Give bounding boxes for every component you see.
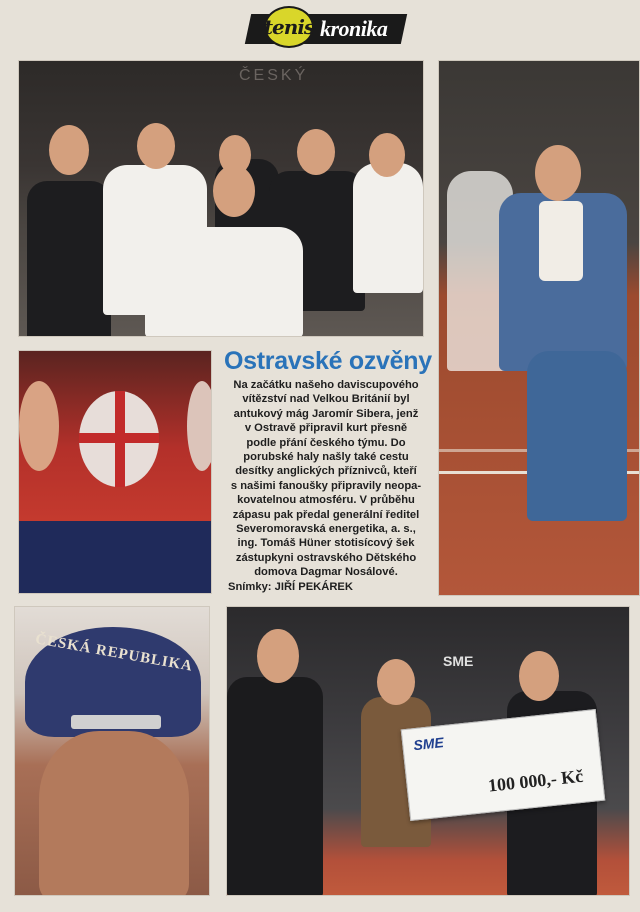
article-line: vítězství nad Velkou Británií byl <box>242 393 410 406</box>
director-head <box>519 651 559 701</box>
man-head <box>535 145 581 201</box>
article-body <box>224 378 428 580</box>
article-line: antukový mág Jaromír Sibera, jenž <box>233 407 419 420</box>
article-line: desítky anglických příznivců, kteří <box>235 465 417 478</box>
check-amount: 100 000,- Kč <box>487 765 585 796</box>
wall-sign: ČESKÝ <box>239 67 309 84</box>
fan-face <box>187 381 212 471</box>
player-head <box>49 125 89 175</box>
photo-team-celebration <box>18 60 424 337</box>
article-line: Severomoravská energetika, a. s., <box>236 523 416 536</box>
player-figure <box>353 163 423 293</box>
photo-credit: Snímky: JIŘÍ PEKÁREK <box>228 580 353 593</box>
woman-head <box>377 659 415 705</box>
player-figure <box>27 181 111 337</box>
article-line: zápasu pak předal generální ředitel <box>232 508 420 521</box>
photo-english-fans <box>18 350 212 594</box>
fan-face <box>19 381 59 471</box>
article-line: kovatelnou atmosféru. V průběhu <box>237 494 415 507</box>
photo-check-presentation <box>226 606 630 896</box>
union-jack-flag <box>19 521 212 594</box>
player-head <box>369 133 405 177</box>
photo-court-man <box>438 60 640 596</box>
article-line: domova Dagmar Nosálové. <box>254 566 398 579</box>
neck <box>39 731 189 896</box>
check-brand: SME <box>412 734 445 754</box>
article-line: s našimi fanoušky připravily neopa- <box>230 479 422 492</box>
article-title: Ostravské ozvěny <box>224 347 432 375</box>
man-shirt <box>539 201 583 281</box>
article <box>224 346 432 598</box>
player-head <box>137 123 175 169</box>
cap-lettering: ČESKÁ REPUBLIKA <box>34 631 195 675</box>
player-head <box>297 129 335 175</box>
man-head <box>257 629 299 683</box>
man-trousers <box>527 351 627 521</box>
captain-head <box>213 165 255 217</box>
tennis-ball-icon <box>264 6 314 48</box>
man-suit <box>227 677 323 896</box>
article-line: zástupkyni ostravského Dětského <box>235 551 417 564</box>
article-line: porubské haly našly také cestu <box>243 451 409 464</box>
sponsor-sign: SME <box>443 653 474 669</box>
cap-strap <box>71 715 161 729</box>
article-line: podle přání českého týmu. Do <box>246 436 406 449</box>
photo-cap-back <box>14 606 210 896</box>
logo-ball-text: tenis <box>263 15 315 39</box>
article-line: Na začátku našeho daviscupového <box>233 379 419 391</box>
logo-word: kronika <box>320 16 388 41</box>
flag-paint-stripe <box>79 433 159 443</box>
article-line: ing. Tomáš Hüner stotisícový šek <box>237 537 415 550</box>
tenis-kronika-logo <box>248 4 408 46</box>
captain-figure <box>145 227 303 337</box>
article-line: v Ostravě připravil kurt přesně <box>244 422 408 435</box>
